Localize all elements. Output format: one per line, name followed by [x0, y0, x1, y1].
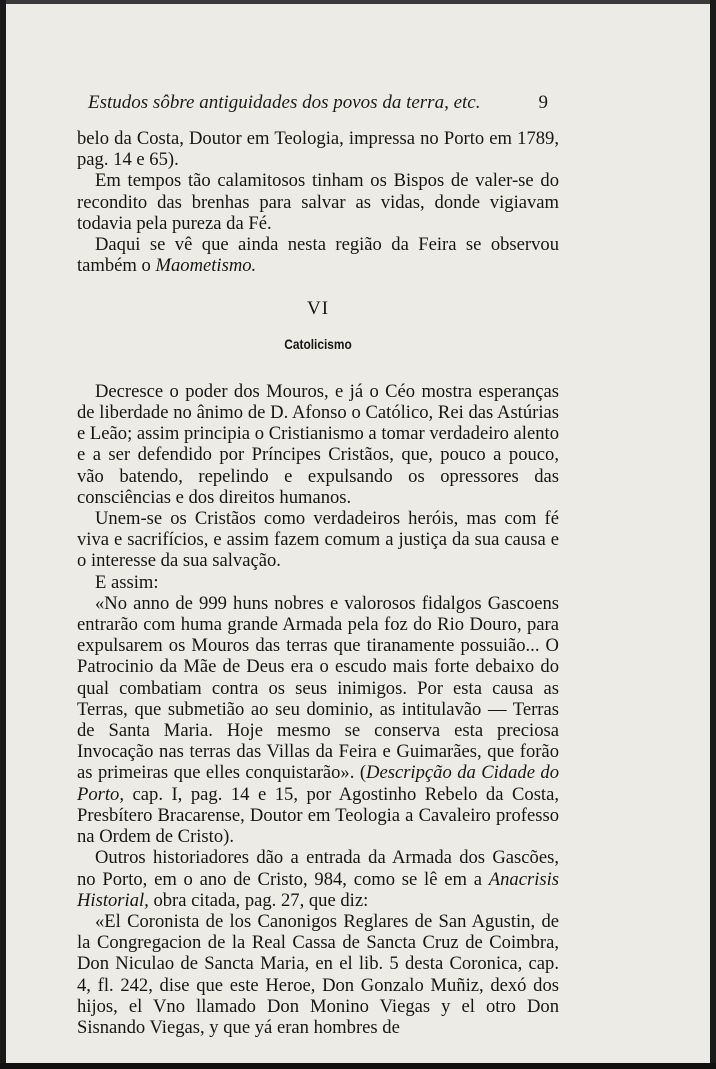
scan-edge-bottom — [0, 1063, 716, 1069]
section-number: VI — [306, 298, 330, 320]
scan-edge-left — [0, 0, 6, 1069]
quotation-text: «No anno de 999 huns nobres e valorosos fidalgos Gascoens entrarão com huma grande Armada pela foz do Rio Douro, para expulsarem os Mouros das terras que tiranamente possuião... O Patrocinio da Mãe de Deus era o escudo mais forte debaixo do qual combatiam contra os seus inimigos. Por esta causa as Terras, que submetião ao seu dominio, as intitulavão — Terras de Santa Maria. Hoje mesmo se conserva esta preciosa Invocação nas terras das Villas da Feira e Guimarães, que forão as primeiras que elles conquistarão». ( — [77, 592, 559, 784]
page-header — [88, 92, 548, 114]
paragraph-text: Outros historiadores dão a entrada da Armada dos Gascões, no Porto, em o ano de Cristo, 984, como se lê em a — [77, 847, 559, 890]
scan-edge-top — [0, 0, 716, 4]
paragraph-text: Daqui se vê que ainda nesta região da Feira se observou também o — [77, 234, 559, 277]
page-number: 9 — [538, 92, 548, 113]
quotation-text: cap. I, pag. 14 e 15, por Agostinho Rebelo da Costa, Presbítero Bracarense, Doutor em Teologia a Cavaleiro professo na Ordem de Cristo). — [77, 783, 559, 848]
section-title: Catolicismo — [284, 335, 352, 352]
paragraph-continued: belo da Costa, Doutor em Teologia, impressa no Porto em 1789, pag. 14 e 65). — [77, 128, 559, 171]
scan-edge-right — [710, 0, 716, 1069]
paragraph: Unem-se os Cristãos como verdadeiros heróis, mas com fé viva e sacrifícios, e assim fazem comum a justiça da sua causa e o interesse da sua salvação. — [77, 508, 559, 572]
quotation: «El Coronista de los Canonigos Reglares de San Agustin, de la Congregacion de la Real Cassa de Sancta Cruz de Coimbra, Don Niculao de Sancta Maria, en el lib. 5 desta Coronica, cap. 4, fl. 242, dise que este Heroe, Don Gonzalo Muñiz, dexó dos hijos, el Vno llamado Don Monino Viegas y el otro Don Sisnando Viegas, y que yá eran hombres de — [77, 910, 559, 1038]
italic-citation: Descripção da Cidade do Porto, — [77, 762, 559, 805]
italic-term: Maometismo. — [155, 255, 257, 277]
paragraph: Decresce o poder dos Mouros, e já o Céo mostra esperanças de liberdade no ânimo de D. Afonso o Católico, Rei das Astúrias e Leão; assim principia o Cristianismo a tomar verdadeiro alento e a ser defendido por Príncipes Cristãos, que, pouco a pouco, vão batendo, repelindo e expulsando os opressores das consciências e dos direitos humanos. — [77, 380, 559, 508]
page-body — [77, 128, 559, 1038]
paragraph: E assim: — [95, 571, 159, 593]
italic-citation: Anacrisis Historial, — [77, 868, 559, 911]
running-title: Estudos sôbre antiguidades dos povos da terra, etc. — [88, 92, 481, 113]
paragraph — [77, 847, 559, 911]
paragraph-text: obra citada, pag. 27, que diz: — [148, 889, 369, 911]
quotation — [77, 593, 559, 847]
paragraph — [77, 234, 559, 276]
paragraph: Em tempos tão calamitosos tinham os Bispos de valer-se do recondito das brenhas para salvar as vidas, donde vigiavam todavia pela pureza da Fé. — [77, 170, 559, 234]
